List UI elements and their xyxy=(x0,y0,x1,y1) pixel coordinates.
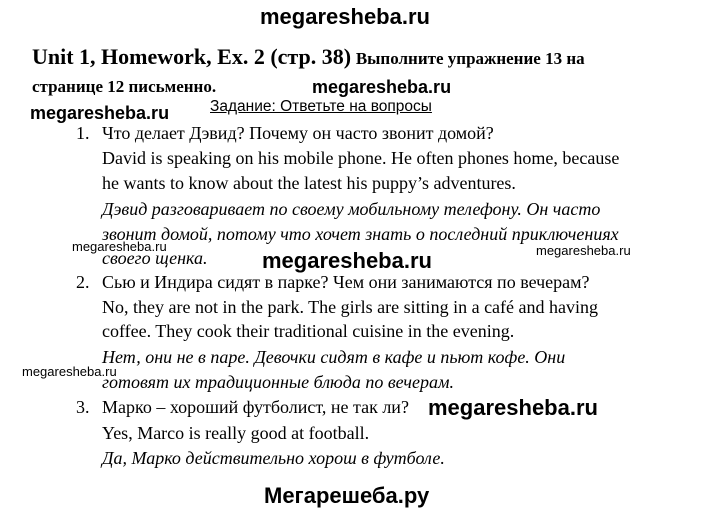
watermark-small-right: megaresheba.ru xyxy=(536,243,631,258)
watermark-mid: megaresheba.ru xyxy=(312,77,452,97)
question-text: Сью и Индира сидят в парке? Чем они занимаются по вечерам? xyxy=(102,272,590,292)
answer-en-line: David is speaking on his mobile phone. He often phones home, because xyxy=(102,148,620,168)
answer-ru-line: Дэвид разговаривает по своему мобильному телефону. Он часто xyxy=(102,199,601,219)
watermark-center: megaresheba.ru xyxy=(262,248,432,273)
task-instruction-line2: странице 12 письменно. xyxy=(32,77,217,96)
exercise-heading xyxy=(32,43,692,101)
watermark-small-left: megaresheba.ru xyxy=(72,239,167,254)
watermark-top: megaresheba.ru xyxy=(260,4,430,29)
answer-ru-line: своего щенка. xyxy=(102,248,208,268)
answer-ru-line: Да, Марко действительно хорош в футболе. xyxy=(102,448,445,468)
question-text: Что делает Дэвид? Почему он часто звонит домой? xyxy=(102,123,494,143)
task-instruction-line1: Выполните упражнение 13 на xyxy=(355,49,585,68)
unit-title: Unit 1, Homework, Ex. 2 (стр. 38) xyxy=(32,44,352,69)
answer-en-line: Yes, Marco is really good at football. xyxy=(102,423,370,443)
answer-en-line: coffee. They cook their traditional cuisine in the evening. xyxy=(102,321,515,341)
answer-ru-line: готовят их традиционные блюда по вечерам. xyxy=(102,372,454,392)
answer-en-line: No, they are not in the park. The girls are sitting in a café and having xyxy=(102,297,599,317)
watermark-q3-right: megaresheba.ru xyxy=(428,395,598,420)
watermark-left: megaresheba.ru xyxy=(30,103,170,123)
question-number: 2. xyxy=(76,272,90,292)
answer-en-line: he wants to know about the latest his puppy’s adventures. xyxy=(102,173,516,193)
question-number: 3. xyxy=(76,397,90,417)
task-title: Задание: Ответьте на вопросы xyxy=(210,98,432,115)
watermark-bottom: Мегарешеба.ру xyxy=(264,483,430,508)
question-text: Марко – хороший футболист, не так ли? xyxy=(102,397,409,417)
answer-ru-line: звонит домой, потому что хочет знать о последний приключениях xyxy=(102,224,619,244)
answer-ru-line: Нет, они не в паре. Девочки сидят в кафе и пьют кофе. Они xyxy=(102,347,566,367)
question-number: 1. xyxy=(76,123,90,143)
watermark-small-left-2: megaresheba.ru xyxy=(22,364,117,379)
